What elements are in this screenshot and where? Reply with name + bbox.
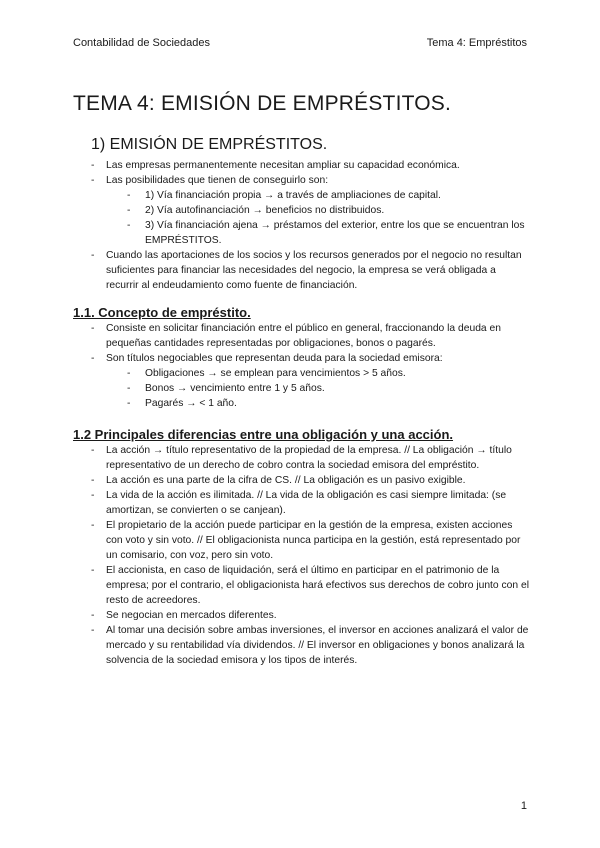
list-item-text: Las posibilidades que tienen de conseguirlo son: — [106, 175, 329, 186]
section-1-2-heading: 1.2 Principales diferencias entre una obligación y una acción. — [73, 427, 454, 442]
list-item: - Al tomar una decisión sobre ambas inversiones, el inversor en acciones analizará el valor de mercado y su rentabilidad vía dividendos. // El inversor en obligaciones y bonos analizará la solvencia de la sociedad emisora y los tipos de interés. — [91, 623, 531, 668]
section-1-1-list — [91, 321, 531, 411]
document-title: TEMA 4: EMISIÓN DE EMPRÉSTITOS. — [73, 92, 452, 115]
sub-list-item: - Bonos → vencimiento entre 1 y 5 años. — [127, 381, 531, 396]
section-1-heading: 1) EMISIÓN DE EMPRÉSTITOS. — [91, 136, 328, 153]
list-item: - Se negocian en mercados diferentes. — [91, 608, 531, 623]
list-item: - La acción es una parte de la cifra de CS. // La obligación es un pasivo exigible. — [91, 473, 531, 488]
page-number: 1 — [520, 800, 527, 812]
header-right: Tema 4: Empréstitos — [426, 37, 527, 49]
list-item: - La acción → título representativo de la propiedad de la empresa. // La obligación → título representativo de un derecho de cobro contra la sociedad emisora del empréstito. — [91, 443, 531, 473]
list-item: - Cuando las aportaciones de los socios y los recursos generados por el negocio no resultan suficientes para financiar las necesidades del negocio, la empresa se verá obligada a recurrir al endeudamiento como fuente de financiación. — [91, 248, 531, 293]
sub-list-item: - Obligaciones → se emplean para vencimientos > 5 años. — [127, 366, 531, 381]
list-item — [91, 351, 531, 411]
sub-list — [106, 366, 531, 411]
list-item: - Las empresas permanentemente necesitan ampliar su capacidad económica. — [91, 158, 531, 173]
list-item: - La vida de la acción es ilimitada. // La vida de la obligación es casi siempre limitada: (se amortizan, se convierten o se canjean). — [91, 488, 531, 518]
sub-list-item: - 2) Vía autofinanciación → beneficios no distribuidos. — [127, 203, 531, 218]
list-item: - El accionista, en caso de liquidación, será el último en participar en el patrimonio de la empresa; por el contrario, el obligacionista hará efectivos sus derechos de cobro junto con el resto de acreedores. — [91, 563, 531, 608]
sub-list — [106, 188, 531, 248]
list-item: - Consiste en solicitar financiación entre el público en general, fraccionando la deuda en pequeñas cantidades representadas por obligaciones, bonos o pagarés. — [91, 321, 531, 351]
sub-list-item: - 1) Vía financiación propia → a través de ampliaciones de capital. — [127, 188, 531, 203]
section-1-list — [91, 158, 531, 293]
sub-list-item: - 3) Vía financiación ajena → préstamos del exterior, entre los que se encuentran los EMPRÉSTITOS. — [127, 218, 531, 248]
section-1-2-list — [91, 443, 531, 668]
list-item: - El propietario de la acción puede participar en la gestión de la empresa, existen acciones con voto y sin voto. // El obligacionista nunca participa en la gestión, está representado por un comisario, con voz, pero sin voto. — [91, 518, 531, 563]
sub-list-item: - Pagarés → < 1 año. — [127, 396, 531, 411]
header-left: Contabilidad de Sociedades — [73, 37, 210, 49]
list-item-text: Son títulos negociables que representan deuda para la sociedad emisora: — [106, 353, 443, 364]
list-item — [91, 173, 531, 248]
section-1-1-heading: 1.1. Concepto de empréstito. — [73, 305, 251, 320]
